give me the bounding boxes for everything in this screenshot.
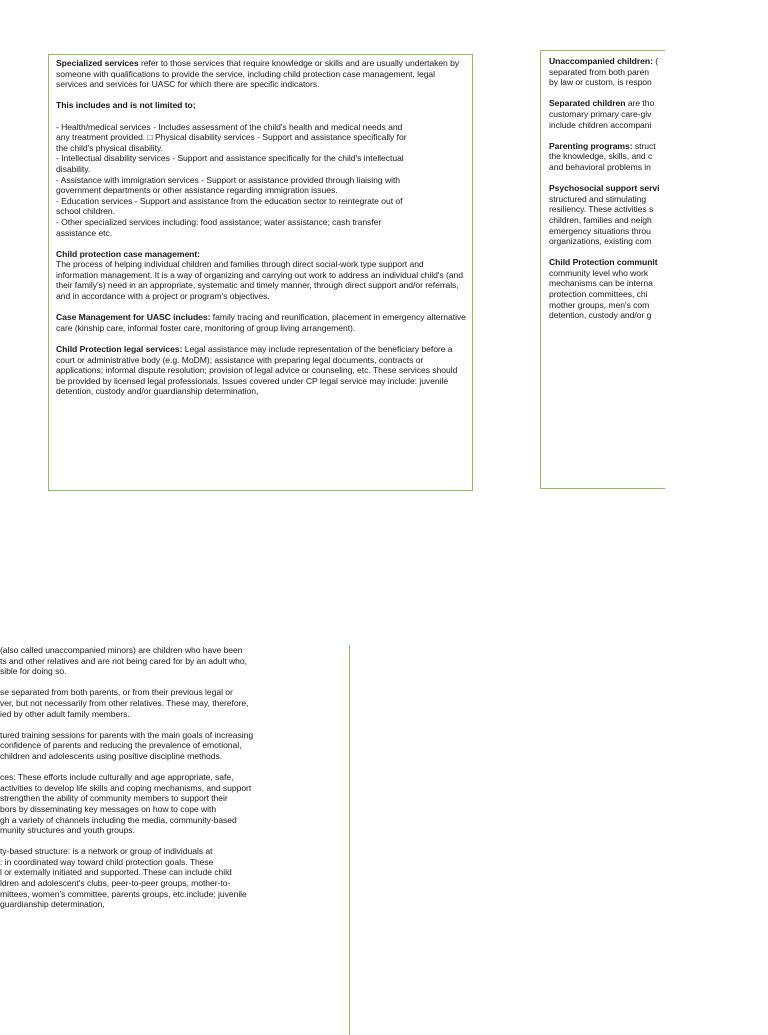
bottom-line: l or externally initiated and supported. These can include child	[0, 867, 232, 878]
list-line: school children.	[56, 206, 115, 217]
list-line: - Intellectual disability services - Support and assistance specifically for the child's intellectual	[56, 153, 404, 164]
right-line: the knowledge, skills, and c	[549, 151, 653, 162]
right-line: mechanisms can be interna	[549, 278, 653, 289]
right-line: Separated children are tho	[549, 98, 655, 109]
bottom-line: (also called unaccompanied minors) are children who have been	[0, 645, 243, 655]
term-specialized-services: Specialized services	[56, 58, 139, 68]
list-line: the child's physical disability.	[56, 142, 163, 153]
uasc-definition: family tracing and reunification, placement in emergency alternative care (kinship care, informal foster care, monitoring of group living arrangement).	[56, 312, 466, 333]
includes-heading-paragraph	[56, 100, 466, 111]
bottom-line: se separated from both parents, or from their previous legal or	[0, 687, 233, 698]
right-paragraph	[549, 98, 665, 130]
legal-services-definition: Legal assistance may include representation of the beneficiary before a court or administrative body (e.g. MoDM); assistance with preparing legal documents, contracts or applications; informal dispute resolution; provision of legal advice or counseling, etc. These services should be provided by licensed legal professionals. Issues covered under CP legal service may include: juvenile detention, custody and/or guardianship determination,	[56, 344, 458, 397]
list-line: - Assistance with immigration services - Support or assistance provided through liaising with	[56, 174, 401, 185]
bottom-line: ts and other relatives and are not being cared for by an adult who,	[0, 655, 247, 666]
bottom-line: ldren and adolescent's clubs, peer-to-peer groups, mother-to-	[0, 878, 231, 889]
list-line: assistance etc.	[56, 227, 113, 238]
right-line: separated from both paren	[549, 66, 650, 77]
right-line: include children accompani	[549, 119, 652, 130]
bottom-line: tured training sessions for parents with the main goals of increasing	[0, 729, 254, 740]
right-line: Parenting programs: struct	[549, 140, 656, 151]
right-paragraph	[549, 141, 665, 173]
specialized-services-paragraph	[56, 58, 466, 90]
uasc-paragraph	[56, 312, 466, 333]
bottom-line: ty-based structure: is a network or group of individuals at	[0, 846, 213, 857]
right-line: and behavioral problems in	[549, 161, 651, 172]
right-line: organizations, existing com	[549, 236, 652, 247]
bottom-paragraph	[0, 846, 342, 910]
definitions-panel-right	[540, 50, 665, 489]
right-line: structured and stimulating	[549, 193, 647, 204]
bottom-paragraph	[0, 687, 342, 719]
bottom-line: munity structures and youth groups.	[0, 825, 135, 836]
right-line: by law or custom, is respon	[549, 77, 652, 88]
right-paragraph	[549, 183, 665, 247]
definitions-panel-bottom	[0, 645, 350, 1035]
right-line: children, families and neigh	[549, 214, 652, 225]
list-line: government departments or other assistance regarding immigration issues.	[56, 185, 338, 196]
right-line: emergency situations throu	[549, 225, 651, 236]
right-line: detention, custody and/or g	[549, 310, 652, 321]
case-management-definition: The process of helping individual children and families through direct social-work type support and information management. It is a way of organizing and carrying out work to address an individual child's (and their family's) need in an appropriate, systematic and timely manner, through direct support and/or referrals, and in accordance with a project or program's objectives.	[56, 259, 464, 302]
legal-services-paragraph	[56, 344, 466, 397]
list-line: disability.	[56, 163, 91, 174]
bottom-paragraph	[0, 730, 342, 762]
definitions-text-bottom	[0, 645, 342, 920]
specialized-services-definition: refer to those services that require knowledge or skills and are usually undertaken by someone with qualifications to provide the service, including child protection case management, legal services and services for UASC for which there are specific indicators.	[56, 58, 460, 90]
right-paragraph	[549, 257, 665, 321]
definitions-panel-left	[48, 54, 473, 491]
list-line: any treatment provided. □ Physical disability services - Support and assistance specifically for	[56, 132, 407, 143]
bottom-line: children and adolescents using positive discipline methods.	[0, 750, 223, 761]
includes-heading: This includes and is not limited to;	[56, 100, 196, 111]
list-line: - Other specialized services including: food assistance; water assistance; cash transfer	[56, 216, 382, 227]
bottom-line: sible for doing so.	[0, 666, 67, 677]
bottom-line: ied by other adult family members.	[0, 708, 130, 719]
right-line: mother groups, men's com	[549, 299, 650, 310]
right-line: Child Protection communit	[549, 257, 658, 268]
right-line: community level who work	[549, 267, 649, 278]
bottom-line: ver, but not necessarily from other relatives. These may, therefore,	[0, 697, 249, 708]
bottom-paragraph	[0, 772, 342, 836]
definitions-text-left	[56, 58, 466, 408]
bottom-line: : in coordinated way toward child protection goals. These	[0, 856, 214, 867]
term-case-management: Child protection case management:	[56, 248, 200, 259]
bottom-line: mittees, women's committee, parents groups, etc.include: juvenile	[0, 888, 247, 899]
right-line: Unaccompanied children: (	[549, 56, 659, 66]
bottom-line: confidence of parents and reducing the prevalence of emotional,	[0, 740, 242, 751]
list-line: - Health/medical services - Includes assessment of the child's health and medical needs and	[56, 121, 403, 132]
bottom-line: bors by disseminating key messages on how to cope with	[0, 803, 217, 814]
right-paragraph	[549, 56, 665, 88]
right-line: resiliency. These activities s	[549, 204, 654, 215]
right-line: Psychosocial support servi	[549, 183, 660, 194]
right-line: customary primary care-giv	[549, 108, 652, 119]
term-uasc: Case Management for UASC includes:	[56, 312, 211, 323]
bottom-line: gh a variety of channels including the media, community-based	[0, 814, 237, 825]
bottom-paragraph	[0, 645, 342, 677]
right-line: protection committees, chi	[549, 289, 648, 300]
bottom-line: guardianship determination,	[0, 899, 105, 910]
bottom-line: strengthen the ability of community members to support their	[0, 793, 228, 804]
case-management-paragraph	[56, 249, 466, 302]
definitions-text-right	[549, 56, 665, 331]
bottom-line: activities to develop life skills and coping mechanisms, and support	[0, 782, 252, 793]
services-list	[56, 122, 466, 239]
bottom-line: ces: These efforts include culturally and age appropriate, safe,	[0, 772, 234, 783]
term-legal-services: Child Protection legal services:	[56, 344, 183, 355]
list-line: - Education services - Support and assistance from the education sector to reintegrate out of	[56, 195, 403, 206]
